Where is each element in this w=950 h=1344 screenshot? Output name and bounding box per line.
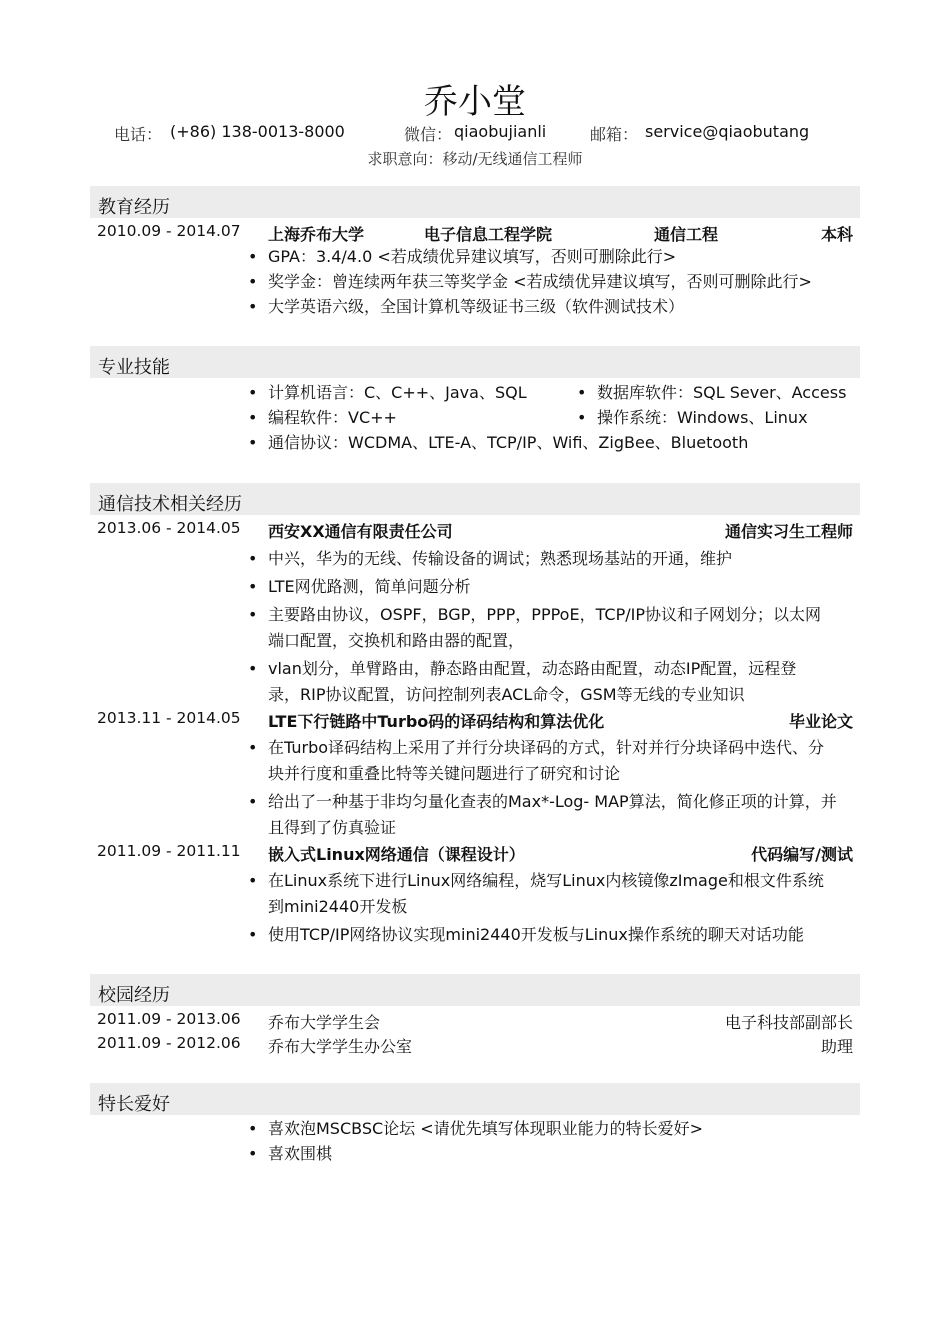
section-title: 专业技能 bbox=[98, 357, 170, 378]
section-title: 教育经历 bbox=[98, 197, 170, 218]
campus-org: 乔布大学学生办公室 bbox=[268, 1037, 413, 1056]
list-item: • 主要路由协议，OSPF，BGP，PPP，PPPoE，TCP/IP协议和子网划分；以太网端口配置，交换机和路由器的配置， bbox=[248, 602, 828, 654]
wechat-label: 微信： bbox=[404, 125, 453, 144]
job-intent: 求职意向：移动/无线通信工程师 bbox=[367, 150, 583, 168]
skill-item: • 编程软件：VC++ bbox=[248, 405, 397, 431]
section-title: 通信技术相关经历 bbox=[98, 494, 242, 515]
campus-date: 2011.09 - 2012.06 bbox=[97, 1034, 241, 1052]
email-label: 邮箱： bbox=[590, 125, 639, 144]
list-item: • 喜欢围棋 bbox=[248, 1141, 848, 1167]
campus-role: 助理 bbox=[820, 1037, 853, 1056]
exp-date: 2013.06 - 2014.05 bbox=[97, 519, 241, 537]
phone-label: 电话： bbox=[114, 125, 163, 144]
exp-org: LTE下行链路中Turbo码的译码结构和算法优化 bbox=[268, 712, 605, 731]
edu-college: 电子信息工程学院 bbox=[424, 225, 553, 244]
list-item: • 在Linux系统下进行Linux网络编程，烧写Linux内核镜像zImage和根文件系统到mini2440开发板 bbox=[248, 868, 838, 920]
exp-org: 西安XX通信有限责任公司 bbox=[268, 522, 453, 541]
section-title: 校园经历 bbox=[98, 985, 170, 1006]
wechat-value: qiaobujianli bbox=[454, 122, 547, 141]
campus-org: 乔布大学学生会 bbox=[268, 1013, 381, 1032]
list-item: • 在Turbo译码结构上采用了并行分块译码的方式，针对并行分块译码中迭代、分块并行度和重叠比特等关键问题进行了研究和讨论 bbox=[248, 735, 838, 787]
list-item: • 奖学金：曾连续两年获三等奖学金 <若成绩优异建议填写，否则可删除此行> bbox=[248, 269, 848, 295]
list-item: • vlan划分，单臂路由，静态路由配置，动态路由配置，动态IP配置，远程登录，RIP协议配置，访问控制列表ACL命令，GSM等无线的专业知识 bbox=[248, 656, 828, 708]
skill-item: • 操作系统：Windows、Linux bbox=[577, 405, 808, 431]
exp-role: 代码编写/测试 bbox=[751, 845, 853, 864]
list-item: • LTE网优路测，简单问题分析 bbox=[248, 574, 848, 600]
campus-role: 电子科技部副部长 bbox=[724, 1013, 853, 1032]
section-experience bbox=[90, 483, 860, 515]
phone-value: (+86) 138-0013-8000 bbox=[170, 122, 345, 141]
list-item: • GPA：3.4/4.0 <若成绩优异建议填写，否则可删除此行> bbox=[248, 244, 848, 270]
exp-role: 毕业论文 bbox=[788, 712, 853, 731]
section-campus bbox=[90, 974, 860, 1006]
edu-degree: 本科 bbox=[820, 225, 853, 244]
edu-major: 通信工程 bbox=[654, 225, 719, 244]
edu-date: 2010.09 - 2014.07 bbox=[97, 222, 241, 240]
skill-item: • 数据库软件：SQL Sever、Access bbox=[577, 380, 846, 406]
exp-date: 2011.09 - 2011.11 bbox=[97, 842, 241, 860]
exp-date: 2013.11 - 2014.05 bbox=[97, 709, 241, 727]
edu-school: 上海乔布大学 bbox=[268, 225, 365, 244]
campus-date: 2011.09 - 2013.06 bbox=[97, 1010, 241, 1028]
list-item: • 给出了一种基于非均匀量化查表的Max*-Log- MAP算法，简化修正项的计算，并且得到了仿真验证 bbox=[248, 789, 838, 841]
candidate-name: 乔小堂 bbox=[424, 82, 526, 122]
section-skills bbox=[90, 346, 860, 378]
email-value: service@qiaobutang bbox=[645, 122, 810, 141]
section-title: 特长爱好 bbox=[98, 1094, 170, 1115]
list-item: • 大学英语六级，全国计算机等级证书三级（软件测试技术） bbox=[248, 294, 848, 320]
section-hobbies bbox=[90, 1083, 860, 1115]
list-item: • 喜欢泡MSCBSC论坛 <请优先填写体现职业能力的特长爱好> bbox=[248, 1116, 848, 1142]
skill-item: • 通信协议：WCDMA、LTE-A、TCP/IP、Wifi、ZigBee、Bluetooth bbox=[248, 430, 748, 456]
skill-item: • 计算机语言：C、C++、Java、SQL bbox=[248, 380, 527, 406]
exp-org: 嵌入式Linux网络通信（课程设计） bbox=[268, 845, 525, 864]
section-education bbox=[90, 186, 860, 218]
list-item: • 使用TCP/IP网络协议实现mini2440开发板与Linux操作系统的聊天对话功能 bbox=[248, 922, 848, 948]
exp-role: 通信实习生工程师 bbox=[724, 522, 853, 541]
list-item: • 中兴，华为的无线、传输设备的调试；熟悉现场基站的开通，维护 bbox=[248, 546, 848, 572]
